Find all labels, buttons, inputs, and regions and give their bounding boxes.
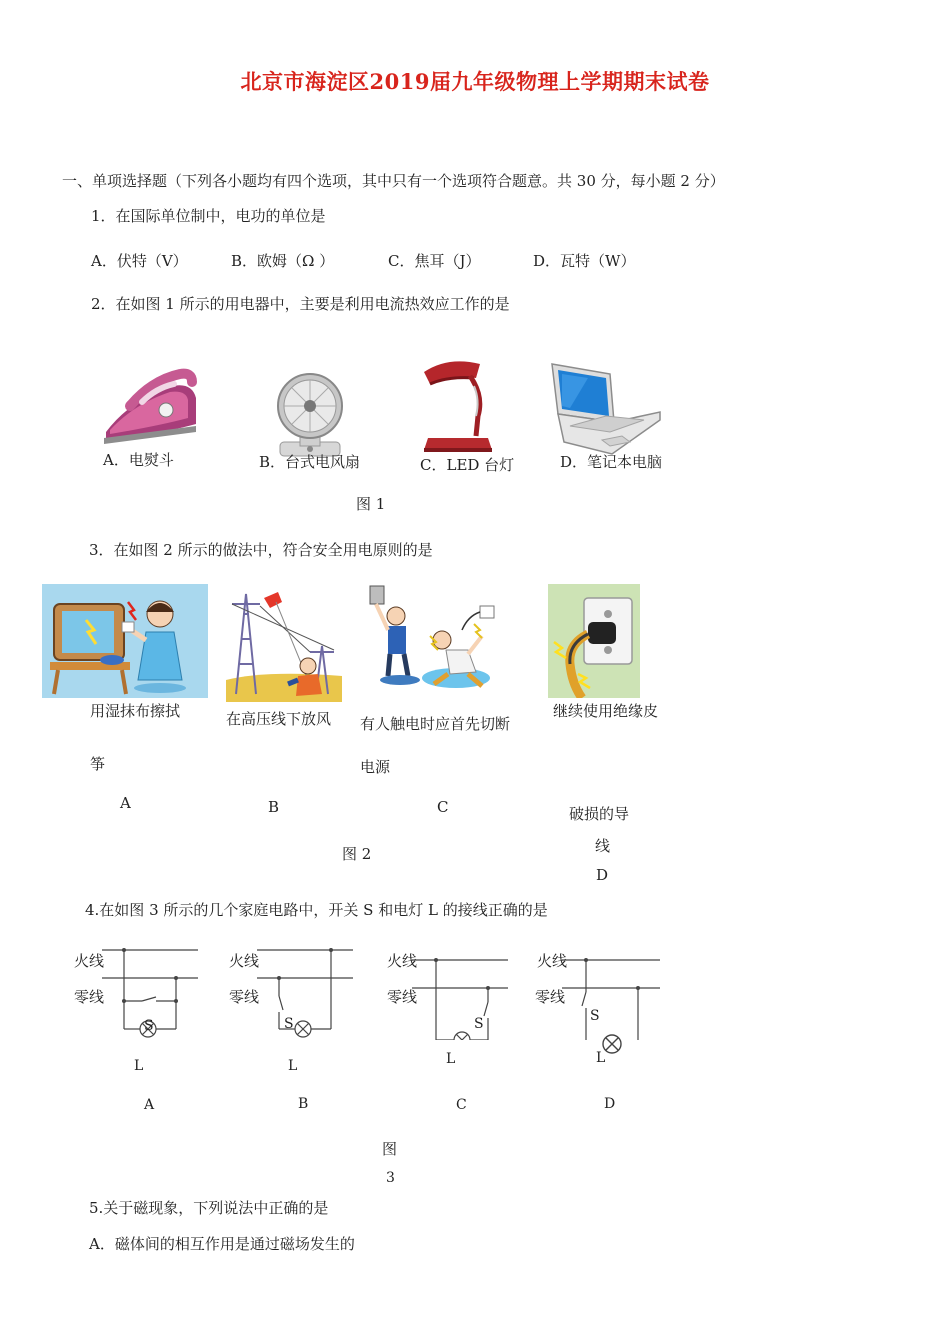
q1-option-c: C．焦耳（J）: [388, 252, 481, 270]
circuit-d-neutral-label: 零线: [535, 988, 566, 1006]
q2-stem: 2．在如图 1 所示的用电器中，主要是利用电流热效应工作的是: [91, 295, 510, 313]
q3-caption-c-line1: 有人触电时应首先切断: [360, 715, 511, 733]
q3-caption-a-line2: 筝: [90, 755, 106, 773]
q2-caption-a: A．电熨斗: [103, 451, 174, 469]
circuit-c-lamp-label: L: [446, 1051, 456, 1067]
circuit-d-letter: D: [604, 1096, 616, 1112]
q3-caption-a-line1: 用湿抹布擦拭: [90, 702, 181, 720]
circuit-a-switch-label: S: [144, 1018, 154, 1034]
circuit-d-live-label: 火线: [537, 952, 568, 970]
circuit-b-diagram: [255, 940, 355, 1040]
led-lamp-image: [418, 356, 494, 454]
q3-caption-d-line1: 继续使用绝缘皮: [553, 702, 659, 720]
q1-option-a: A．伏特（V）: [91, 252, 188, 270]
circuit-a-lamp-label: L: [134, 1058, 144, 1074]
q5-option-a: A．磁体间的相互作用是通过磁场发生的: [89, 1235, 355, 1253]
figure-3-label-line2: 3: [386, 1170, 395, 1186]
cut-power-illustration: [358, 580, 498, 698]
q3-caption-c-line2: 电源: [360, 758, 391, 776]
circuit-b-letter: B: [298, 1096, 309, 1112]
circuit-b-neutral-label: 零线: [229, 988, 260, 1006]
figure-1-label: 图 1: [356, 495, 386, 513]
desk-fan-image: [270, 370, 350, 460]
laptop-image: [548, 360, 662, 456]
q3-caption-d-line3: 线: [595, 837, 611, 855]
section-heading: 一、单项选择题（下列各小题均有四个选项，其中只有一个选项符合题意。共 30 分，每小题 2 分）: [62, 172, 725, 190]
circuit-c-letter: C: [456, 1097, 467, 1113]
q5-stem: 5.关于磁现象，下列说法中正确的是: [89, 1199, 329, 1217]
q2-caption-c: C．LED 台灯: [420, 456, 515, 474]
q2-caption-b: B．台式电风扇: [259, 453, 361, 471]
kite-under-power-line-illustration: [226, 584, 342, 702]
q3-stem: 3．在如图 2 所示的做法中，符合安全用电原则的是: [89, 541, 433, 559]
circuit-a-live-label: 火线: [74, 952, 105, 970]
q3-letter-b: B: [268, 798, 280, 816]
circuit-d-lamp-label: L: [596, 1050, 606, 1066]
q3-letter-d: D: [596, 866, 609, 884]
damaged-wire-illustration: [548, 584, 640, 698]
iron-image: [100, 360, 200, 446]
q1-option-b: B．欧姆（Ω ）: [231, 252, 335, 270]
q3-caption-d-line2: 破损的导: [569, 805, 630, 823]
q2-caption-d: D．笔记本电脑: [560, 453, 663, 471]
figure-2-label: 图 2: [342, 845, 372, 863]
circuit-c-neutral-label: 零线: [387, 988, 418, 1006]
circuit-c-live-label: 火线: [387, 952, 418, 970]
q4-stem: 4.在如图 3 所示的几个家庭电路中，开关 S 和电灯 L 的接线正确的是: [85, 901, 548, 919]
circuit-b-live-label: 火线: [229, 952, 260, 970]
circuit-c-diagram: [410, 940, 510, 1040]
q3-letter-a: A: [120, 794, 131, 812]
circuit-a-neutral-label: 零线: [74, 988, 105, 1006]
circuit-d-diagram: [560, 940, 664, 1040]
q3-letter-c: C: [437, 798, 449, 816]
document-title: 北京市海淀区2019届九年级物理上学期期末试卷: [240, 69, 710, 94]
figure-3-label-line1: 图: [382, 1140, 398, 1158]
circuit-a-letter: A: [144, 1097, 155, 1113]
circuit-c-switch-label: S: [474, 1016, 484, 1032]
q3-caption-b-line1: 在高压线下放风: [226, 710, 332, 728]
q1-stem: 1．在国际单位制中，电功的单位是: [91, 207, 326, 225]
wet-cloth-tv-illustration: [42, 584, 208, 698]
q1-option-d: D．瓦特（W）: [533, 252, 636, 270]
circuit-b-switch-label: S: [284, 1016, 294, 1032]
circuit-d-switch-label: S: [590, 1008, 600, 1024]
circuit-b-lamp-label: L: [288, 1058, 298, 1074]
